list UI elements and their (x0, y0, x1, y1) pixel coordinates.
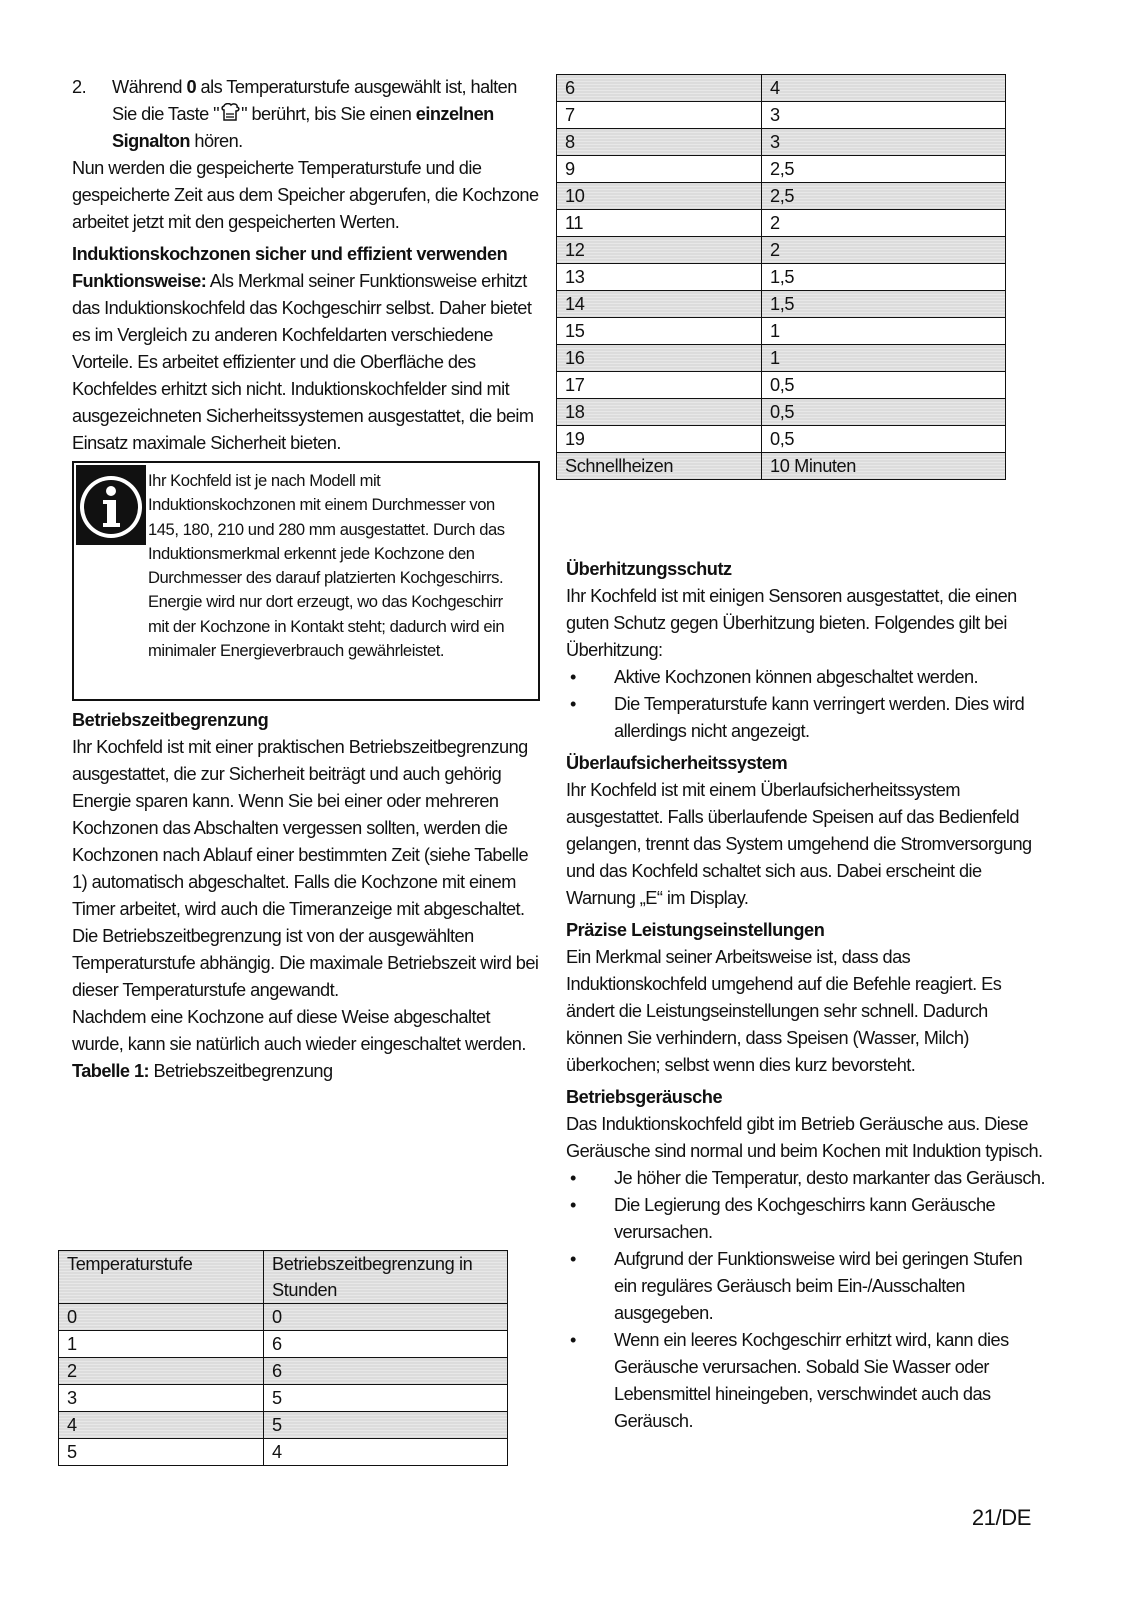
noise-paragraph: Das Induktionskochfeld gibt im Betrieb Geräusche aus. Diese Geräusche sind normal und beim Kochen mit Induktion typisch. (566, 1114, 1043, 1161)
step-text-part: hören. (189, 131, 243, 151)
table-cell: Schnellheizen (557, 453, 762, 480)
table-cell: 3 (59, 1385, 264, 1412)
table-caption (72, 1058, 540, 1085)
table-row (557, 453, 1006, 480)
list-item-text: Aufgrund der Funktionsweise wird bei geringen Stufen ein reguläres Geräusch beim Ein-/Ausschalten ausgegeben. (614, 1249, 1023, 1323)
table-cell: 4 (762, 75, 1006, 102)
table-cell: 14 (557, 291, 762, 318)
numbered-step (72, 74, 540, 155)
table-cell: 1,5 (762, 264, 1006, 291)
table-cell: 12 (557, 237, 762, 264)
table-cell: 11 (557, 210, 762, 237)
table-row (557, 426, 1006, 453)
bullet: • (570, 1168, 576, 1188)
function-label: Funktionsweise: (72, 271, 207, 291)
table-cell: 16 (557, 345, 762, 372)
table-cell: 15 (557, 318, 762, 345)
recall-paragraph: Nun werden die gespeicherte Temperaturstufe und die gespeicherte Zeit aus dem Speicher abgerufen, die Kochzone arbeitet jetzt mit den gespeicherten Werten. (72, 158, 539, 232)
heading-operating-noise: Betriebsgeräusche (566, 1087, 723, 1107)
table-row (557, 156, 1006, 183)
table-cell: 1 (762, 345, 1006, 372)
limit-paragraph-1: Ihr Kochfeld ist mit einer praktischen Betriebszeitbegrenzung ausgestattet, die zur Sicherheit beiträgt und auch gehörig Energie sparen kann. Wenn Sie bei einer oder mehreren Kochzonen das Abschalten vergessen sollten, werden die Kochzonen nach Ablauf einer bestimmten Zeit (siehe Tabelle 1) automatisch abgeschaltet. Falls die Kochzone mit einem Timer arbeitet, wird auch die Timeranzeige mit abgeschaltet. (72, 737, 529, 919)
table-row (557, 264, 1006, 291)
bullet: • (570, 667, 576, 687)
table-cell: 10 (557, 183, 762, 210)
heading-overflow-safety: Überlaufsicherheitssystem (566, 753, 788, 773)
table-cell: 17 (557, 372, 762, 399)
overflow-paragraph: Ihr Kochfeld ist mit einem Überlaufsicherheitssystem ausgestattet. Falls überlaufende Speisen auf das Bedienfeld gelangen, trennt das System umgehend die Stromversorgung und das Kochfeld schaltet sich aus. Dabei erscheint die Warnung „E“ im Display. (566, 780, 1032, 908)
table-cell: 3 (762, 129, 1006, 156)
list-item-text: Die Temperaturstufe kann verringert werden. Dies wird allerdings nicht angezeigt. (614, 694, 1025, 741)
table-cell: 1 (762, 318, 1006, 345)
table-cell: 3 (762, 102, 1006, 129)
table-row (557, 291, 1006, 318)
bullet: • (570, 694, 576, 714)
table-cell: 2 (762, 210, 1006, 237)
info-note-box (72, 461, 540, 701)
step-text-part: als Temperaturstufe ausgewählt ist, halten Sie die Taste " (112, 77, 517, 124)
list-item-text: Aktive Kochzonen können abgeschaltet werden. (614, 667, 979, 687)
table-cell: 13 (557, 264, 762, 291)
table-cell: 9 (557, 156, 762, 183)
table-cell: 1,5 (762, 291, 1006, 318)
table-cell: 1 (59, 1331, 264, 1358)
table-row (557, 102, 1006, 129)
table-row (557, 345, 1006, 372)
table-header-row (59, 1251, 508, 1304)
table-header-cell: Betriebszeitbegrenzung in Stunden (264, 1251, 508, 1304)
table-row (557, 318, 1006, 345)
table-row (59, 1331, 508, 1358)
function-text: Als Merkmal seiner Funktionsweise erhitzt das Induktionskochfeld das Kochgeschirr selbst. Daher bietet es im Vergleich zu anderen Kochfeldarten verschiedene Vorteile. Es arbeitet effizienter und die Oberfläche des Kochfeldes erhitzt sich nicht. Induktionskochfelder sind mit ausgezeichneten Sicherheitssystemen ausgestattet, die beim Einsatz maximale Sicherheit bieten. (72, 271, 534, 453)
table-cell: 18 (557, 399, 762, 426)
step-text (112, 74, 540, 155)
list-item (566, 1165, 1046, 1192)
table-cell: 6 (264, 1358, 508, 1385)
table-row (557, 399, 1006, 426)
table-cell: 6 (264, 1331, 508, 1358)
table-cell: 5 (264, 1412, 508, 1439)
step-zero: 0 (186, 77, 197, 97)
table-cell: 7 (557, 102, 762, 129)
info-note-text: Ihr Kochfeld ist je nach Modell mit Induktionskochzonen mit einem Durchmesser von 145, 180, 210 und 280 mm ausgestattet. Durch das Induktionsmerkmal erkennt jede Kochzone den Durchmesser des darauf platzierten Kochgeschirrs. Energie wird nur dort erzeugt, wo das Kochgeschirr mit der Kochzone in Kontakt steht; dadurch wird ein minimaler Energieverbrauch gewährleistet. (148, 471, 505, 661)
table-cell: 2 (762, 237, 1006, 264)
page-number: 21/DE (971, 1505, 1031, 1530)
heading-precise-settings: Präzise Leistungseinstellungen (566, 920, 825, 940)
table-row (557, 237, 1006, 264)
step-bold-text: einzelnen Signalton (112, 104, 494, 151)
bullet: • (570, 1330, 576, 1350)
memory-key-icon (219, 103, 241, 123)
list-item (566, 691, 1046, 745)
step-text-part: Während (112, 77, 187, 97)
list-item-text: Je höher die Temperatur, desto markanter das Geräusch. (614, 1168, 1045, 1188)
heading-overheat-protection: Überhitzungsschutz (566, 559, 732, 579)
table-row (557, 129, 1006, 156)
limit-paragraph-2: Die Betriebszeitbegrenzung ist von der ausgewählten Temperaturstufe abhängig. Die maximale Betriebszeit wird bei dieser Temperaturstufe angewandt. (72, 926, 539, 1000)
table-caption-label: Tabelle 1: (72, 1061, 150, 1081)
info-icon (76, 465, 146, 545)
operating-time-table-part2 (556, 74, 1006, 480)
table-cell: 5 (264, 1385, 508, 1412)
table-cell: 19 (557, 426, 762, 453)
list-item (566, 664, 1046, 691)
table-cell: 0,5 (762, 372, 1006, 399)
table-row (557, 183, 1006, 210)
table-row (59, 1412, 508, 1439)
table-row (557, 372, 1006, 399)
list-item-text: Die Legierung des Kochgeschirrs kann Geräusche verursachen. (614, 1195, 996, 1242)
table-cell: 10 Minuten (762, 453, 1006, 480)
table-row (59, 1304, 508, 1331)
limit-paragraph-3: Nachdem eine Kochzone auf diese Weise abgeschaltet wurde, kann sie natürlich auch wieder eingeschaltet werden. (72, 1007, 526, 1054)
list-item (566, 1192, 1046, 1246)
table-cell: 0,5 (762, 426, 1006, 453)
list-item (566, 1327, 1046, 1435)
table-cell: 6 (557, 75, 762, 102)
table-cell: 4 (264, 1439, 508, 1466)
table-cell: 0 (264, 1304, 508, 1331)
step-number: 2. (72, 77, 87, 97)
table-row (59, 1385, 508, 1412)
table-cell: 2,5 (762, 156, 1006, 183)
bullet: • (570, 1249, 576, 1269)
table-row (59, 1439, 508, 1466)
table-cell: 8 (557, 129, 762, 156)
table-header-cell: Temperaturstufe (59, 1251, 264, 1304)
heading-operating-time-limit: Betriebszeitbegrenzung (72, 710, 269, 730)
table-row (557, 75, 1006, 102)
overheat-paragraph: Ihr Kochfeld ist mit einigen Sensoren ausgestattet, die einen guten Schutz gegen Überhitzung bieten. Folgendes gilt bei Überhitzung: (566, 586, 1017, 660)
table-cell: 2 (59, 1358, 264, 1385)
table-cell: 4 (59, 1412, 264, 1439)
left-column (72, 74, 540, 1085)
table-cell: 0 (59, 1304, 264, 1331)
right-column (566, 556, 1046, 1435)
step-text-part: " berührt, bis Sie einen (241, 104, 416, 124)
table-row (59, 1358, 508, 1385)
list-item (566, 1246, 1046, 1327)
precise-paragraph: Ein Merkmal seiner Arbeitsweise ist, dass das Induktionskochfeld umgehend auf die Befehle reagiert. Es ändert die Leistungseinstellungen sehr schnell. Dadurch können Sie verhindern, dass Speisen (Wasser, Milch) überkochen; selbst wenn dies kurz bevorsteht. (566, 947, 1002, 1075)
bullet: • (570, 1195, 576, 1215)
table-cell: 2,5 (762, 183, 1006, 210)
table-cell: 0,5 (762, 399, 1006, 426)
function-paragraph (72, 268, 540, 457)
table-caption-text: Betriebszeitbegrenzung (149, 1061, 333, 1081)
operating-time-table-part1 (58, 1250, 508, 1466)
table-cell: 5 (59, 1439, 264, 1466)
list-item-text: Wenn ein leeres Kochgeschirr erhitzt wird, kann dies Geräusche verursachen. Sobald Sie Wasser oder Lebensmittel hineingeben, verschwindet auch das Geräusch. (614, 1330, 1009, 1431)
table-row (557, 210, 1006, 237)
heading-safe-use: Induktionskochzonen sicher und effizient verwenden (72, 244, 508, 264)
